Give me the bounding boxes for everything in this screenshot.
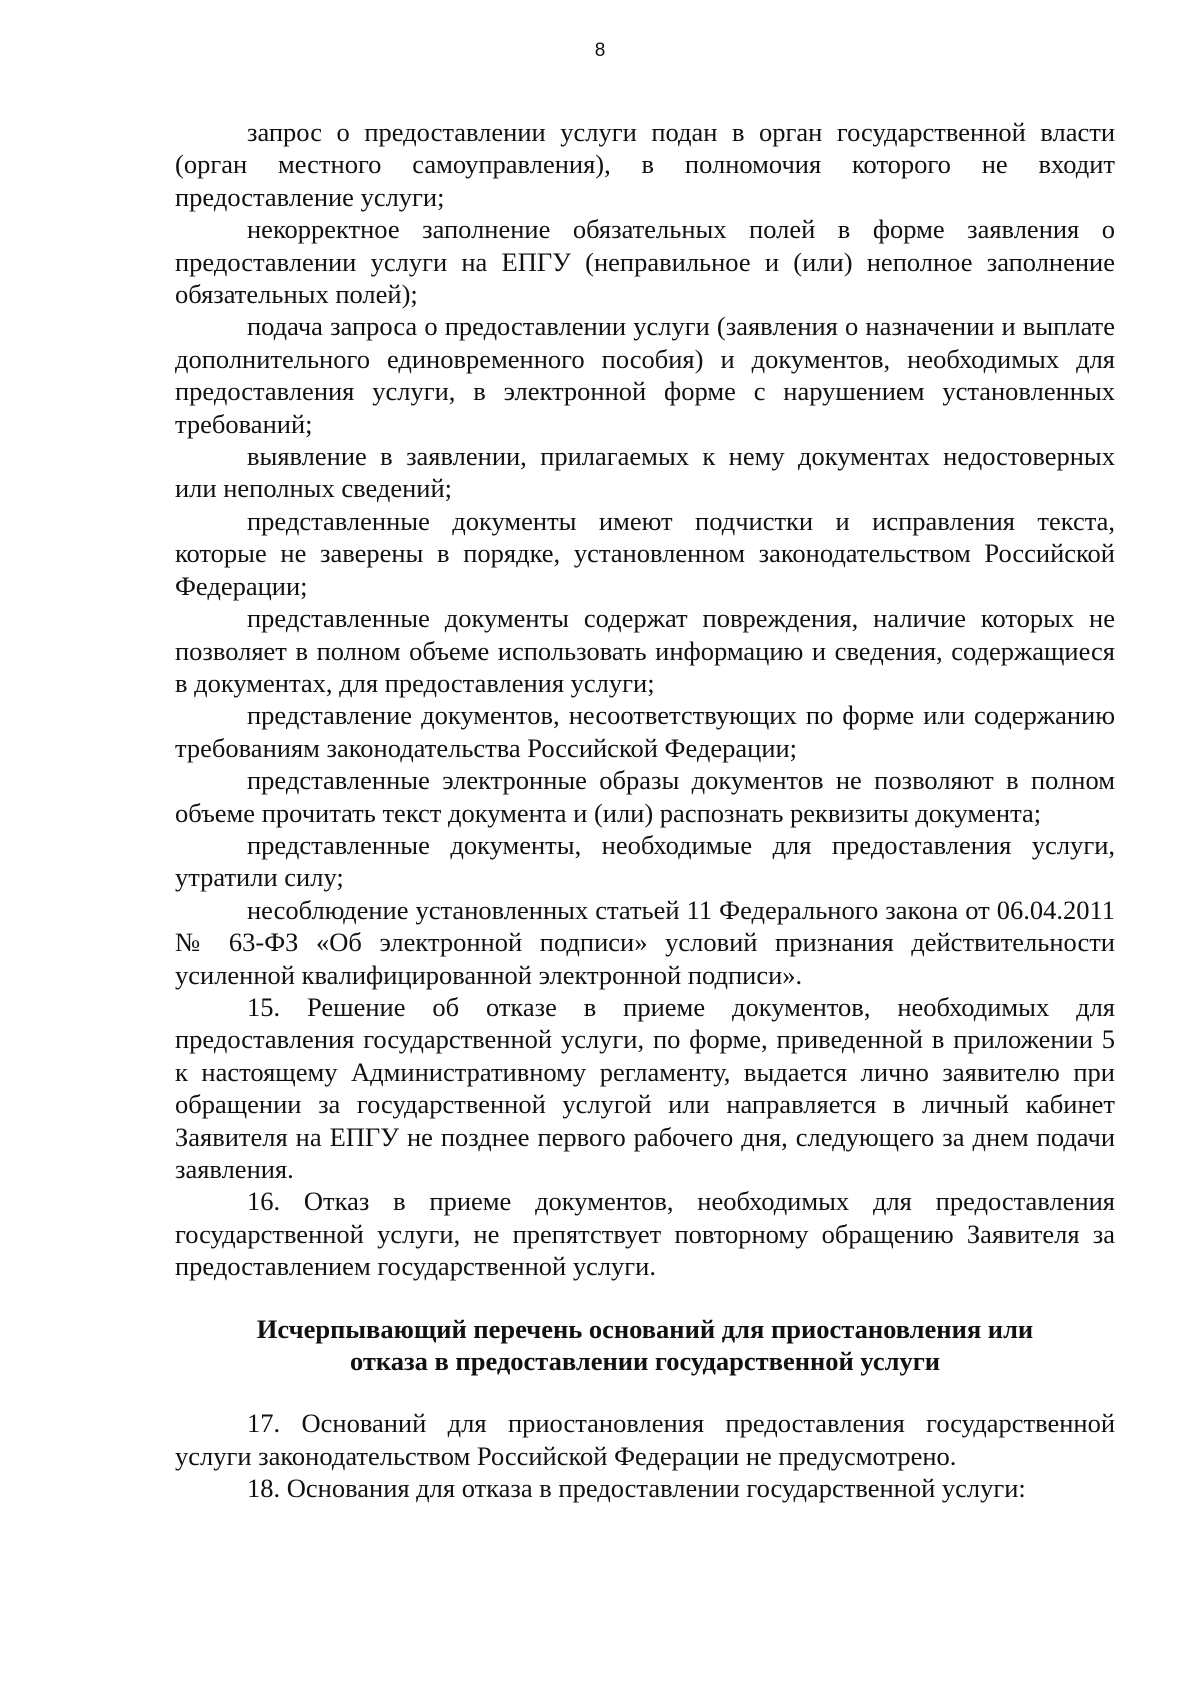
paragraph: несоблюдение установленных статьей 11 Федерального закона от 06.04.2011 № 63-ФЗ «Об электронной подписи» условий признания действительности усиленной квалифицированной электронной подписи».: [175, 894, 1115, 990]
paragraph: представление документов, несоответствующих по форме или содержанию требованиям законодательства Российской Федерации;: [175, 700, 1115, 763]
paragraph: выявление в заявлении, прилагаемых к нему документах недостоверных или неполных сведений;: [175, 441, 1115, 504]
section-heading: [175, 1313, 1115, 1378]
paragraph: запрос о предоставлении услуги подан в орган государственной власти (орган местного самоуправления), в полномочия которого не входит предоставление услуги;: [175, 117, 1115, 212]
paragraph-item-16: 16. Отказ в приеме документов, необходимых для предоставления государственной услуги, не препятствует повторному обращению Заявителя за предоставлением государственной услуги.: [175, 1186, 1115, 1282]
paragraph: некорректное заполнение обязательных полей в форме заявления о предоставлении услуги на ЕПГУ (неправильное и (или) неполное заполнение обязательных полей);: [175, 214, 1115, 310]
section-heading-line: отказа в предоставлении государственной услуги: [349, 1346, 941, 1377]
section-heading-line: Исчерпывающий перечень оснований для приостановления или: [256, 1313, 1034, 1344]
paragraph-item-17: 17. Оснований для приостановления предоставления государственной услуги законодательством Российской Федерации не предусмотрено.: [175, 1408, 1115, 1471]
paragraph: представленные документы, необходимые для предоставления услуги, утратили силу;: [175, 829, 1115, 893]
page-number: 8: [594, 40, 606, 61]
paragraph-item-18: 18. Основания для отказа в предоставлении государственной услуги:: [247, 1473, 1026, 1504]
paragraph-item-15: 15. Решение об отказе в приеме документов, необходимых для предоставления государственной услуги, по форме, приведенной в приложении 5 к настоящему Административному регламенту, выдается лично заявителю при обращении за государственной услугой или направляется в личный кабинет Заявителя на ЕПГУ не позднее первого рабочего дня, следующего за днем подачи заявления.: [175, 991, 1115, 1184]
paragraph: представленные документы имеют подчистки и исправления текста, которые не заверены в порядке, установленном законодательством Российской Федерации;: [175, 505, 1115, 601]
paragraph: подача запроса о предоставлении услуги (заявления о назначении и выплате дополнительного единовременного пособия) и документов, необходимых для предоставления услуги, в электронной форме с нарушением установленных требований;: [175, 311, 1115, 439]
paragraph: представленные электронные образы документов не позволяют в полном объеме прочитать текст документа и (или) распознать реквизиты документа;: [175, 765, 1115, 828]
paragraph: представленные документы содержат повреждения, наличие которых не позволяет в полном объеме использовать информацию и сведения, содержащиеся в документах, для предоставления услуги;: [175, 603, 1115, 698]
document-body: [175, 116, 1115, 1505]
